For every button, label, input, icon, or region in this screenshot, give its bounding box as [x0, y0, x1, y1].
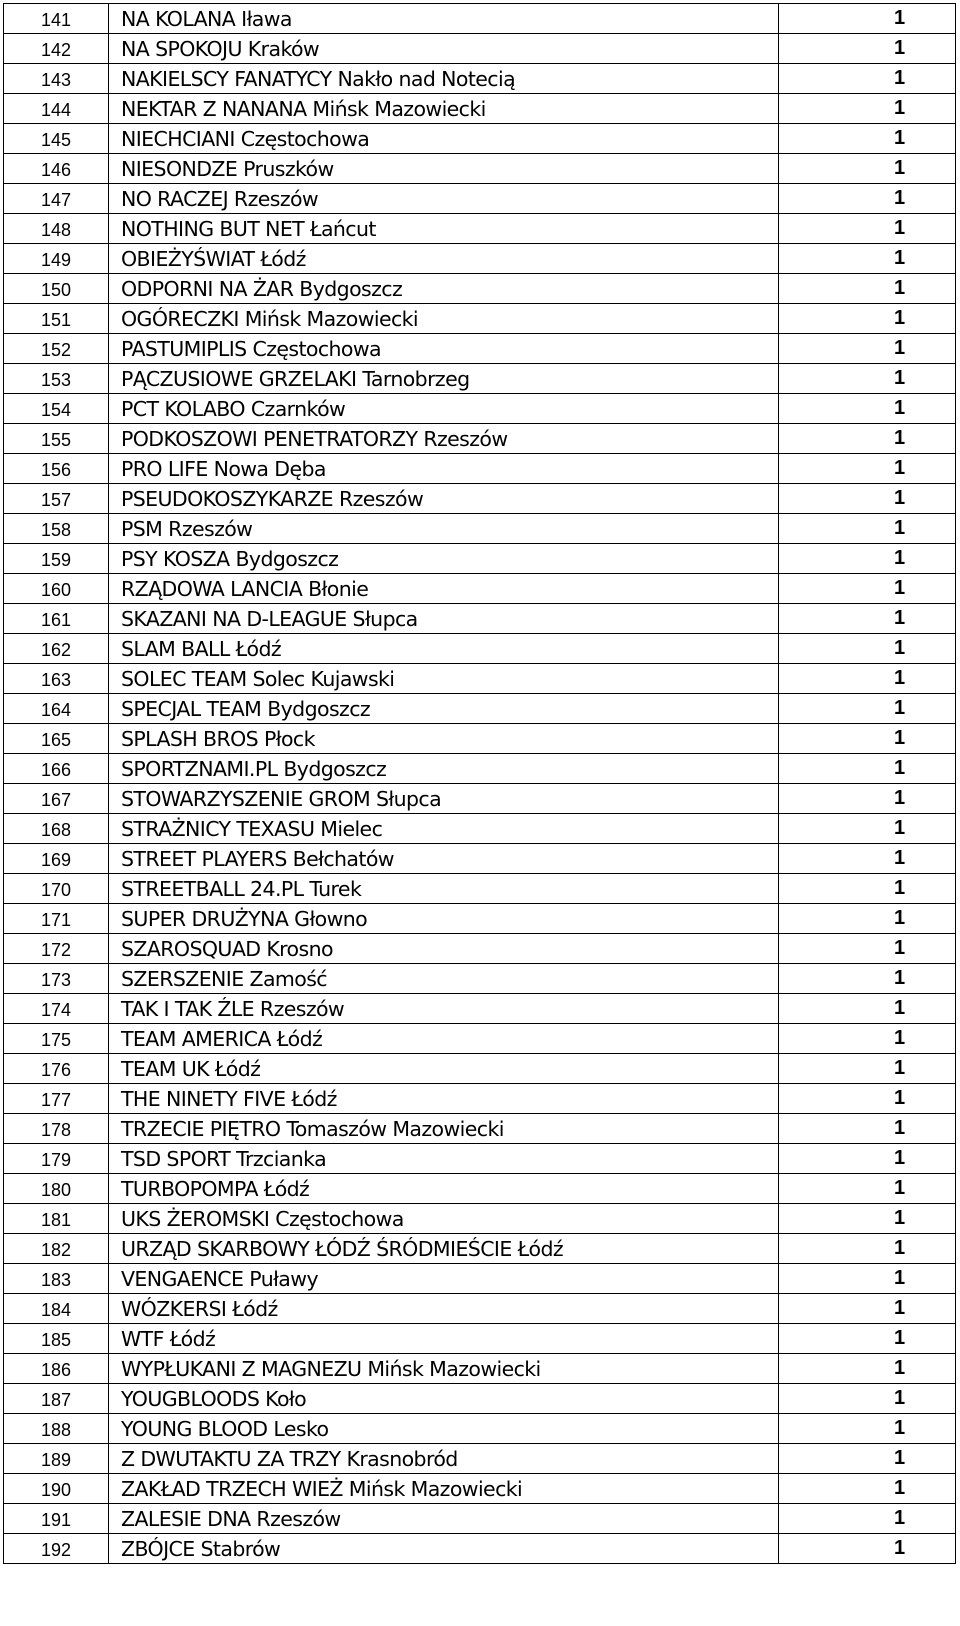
- team-name: NA KOLANA Iława: [109, 4, 779, 34]
- team-value: 1: [779, 1384, 956, 1414]
- row-number: 165: [4, 724, 109, 754]
- team-value: 1: [779, 184, 956, 214]
- team-name: UKS ŻEROMSKI Częstochowa: [109, 1204, 779, 1234]
- table-row: [4, 454, 956, 484]
- table-row: [4, 964, 956, 994]
- row-number: 175: [4, 1024, 109, 1054]
- row-number: 150: [4, 274, 109, 304]
- table-row: [4, 514, 956, 544]
- row-number: 174: [4, 994, 109, 1024]
- table-row: [4, 544, 956, 574]
- team-value: 1: [779, 154, 956, 184]
- team-value: 1: [779, 994, 956, 1024]
- row-number: 169: [4, 844, 109, 874]
- team-value: 1: [779, 334, 956, 364]
- team-name: VENGAENCE Puławy: [109, 1264, 779, 1294]
- table-row: [4, 334, 956, 364]
- row-number: 180: [4, 1174, 109, 1204]
- table-row: [4, 874, 956, 904]
- table-row: [4, 1084, 956, 1114]
- team-value: 1: [779, 934, 956, 964]
- team-value: 1: [779, 394, 956, 424]
- row-number: 167: [4, 784, 109, 814]
- row-number: 173: [4, 964, 109, 994]
- team-value: 1: [779, 1144, 956, 1174]
- team-value: 1: [779, 64, 956, 94]
- team-name: WÓZKERSI Łódź: [109, 1294, 779, 1324]
- team-value: 1: [779, 1294, 956, 1324]
- team-value: 1: [779, 1114, 956, 1144]
- team-value: 1: [779, 1474, 956, 1504]
- team-value: 1: [779, 694, 956, 724]
- table-row: [4, 904, 956, 934]
- team-name: TRZECIE PIĘTRO Tomaszów Mazowiecki: [109, 1114, 779, 1144]
- team-name: TEAM UK Łódź: [109, 1054, 779, 1084]
- team-name: STREETBALL 24.PL Turek: [109, 874, 779, 904]
- row-number: 157: [4, 484, 109, 514]
- row-number: 141: [4, 4, 109, 34]
- row-number: 164: [4, 694, 109, 724]
- team-value: 1: [779, 1534, 956, 1564]
- team-name: SPECJAL TEAM Bydgoszcz: [109, 694, 779, 724]
- team-name: NEKTAR Z NANANA Mińsk Mazowiecki: [109, 94, 779, 124]
- team-value: 1: [779, 1444, 956, 1474]
- team-value: 1: [779, 1234, 956, 1264]
- team-name: SZAROSQUAD Krosno: [109, 934, 779, 964]
- table-row: [4, 94, 956, 124]
- team-name: WYPŁUKANI Z MAGNEZU Mińsk Mazowiecki: [109, 1354, 779, 1384]
- row-number: 185: [4, 1324, 109, 1354]
- team-name: NAKIELSCY FANATYCY Nakło nad Notecią: [109, 64, 779, 94]
- team-value: 1: [779, 634, 956, 664]
- team-value: 1: [779, 1324, 956, 1354]
- row-number: 181: [4, 1204, 109, 1234]
- team-value: 1: [779, 1504, 956, 1534]
- team-value: 1: [779, 424, 956, 454]
- table-row: [4, 1474, 956, 1504]
- table-row: [4, 1174, 956, 1204]
- team-name: YOUNG BLOOD Lesko: [109, 1414, 779, 1444]
- team-name: NA SPOKOJU Kraków: [109, 34, 779, 64]
- team-name: STREET PLAYERS Bełchatów: [109, 844, 779, 874]
- row-number: 191: [4, 1504, 109, 1534]
- table-row: [4, 484, 956, 514]
- table-row: [4, 724, 956, 754]
- table-row: [4, 124, 956, 154]
- team-name: PSM Rzeszów: [109, 514, 779, 544]
- team-value: 1: [779, 244, 956, 274]
- table-row: [4, 214, 956, 244]
- row-number: 156: [4, 454, 109, 484]
- table-row: [4, 244, 956, 274]
- table-row: [4, 994, 956, 1024]
- table-row: [4, 1354, 956, 1384]
- row-number: 151: [4, 304, 109, 334]
- team-name: NIESONDZE Pruszków: [109, 154, 779, 184]
- table-row: [4, 154, 956, 184]
- team-name: SOLEC TEAM Solec Kujawski: [109, 664, 779, 694]
- row-number: 143: [4, 64, 109, 94]
- team-value: 1: [779, 274, 956, 304]
- team-value: 1: [779, 4, 956, 34]
- row-number: 149: [4, 244, 109, 274]
- team-name: TEAM AMERICA Łódź: [109, 1024, 779, 1054]
- team-name: TSD SPORT Trzcianka: [109, 1144, 779, 1174]
- table-row: [4, 1444, 956, 1474]
- team-value: 1: [779, 514, 956, 544]
- team-name: RZĄDOWA LANCIA Błonie: [109, 574, 779, 604]
- team-name: NO RACZEJ Rzeszów: [109, 184, 779, 214]
- table-row: [4, 1324, 956, 1354]
- team-name: THE NINETY FIVE Łódź: [109, 1084, 779, 1114]
- team-name: TURBOPOMPA Łódź: [109, 1174, 779, 1204]
- team-value: 1: [779, 124, 956, 154]
- table-row: [4, 1384, 956, 1414]
- row-number: 178: [4, 1114, 109, 1144]
- table-row: [4, 694, 956, 724]
- row-number: 145: [4, 124, 109, 154]
- table-row: [4, 64, 956, 94]
- table-row: [4, 1534, 956, 1564]
- team-name: WTF Łódź: [109, 1324, 779, 1354]
- table-row: [4, 394, 956, 424]
- team-name: ZAKŁAD TRZECH WIEŻ Mińsk Mazowiecki: [109, 1474, 779, 1504]
- row-number: 188: [4, 1414, 109, 1444]
- table-row: [4, 574, 956, 604]
- team-name: SKAZANI NA D-LEAGUE Słupca: [109, 604, 779, 634]
- team-name: PĄCZUSIOWE GRZELAKI Tarnobrzeg: [109, 364, 779, 394]
- team-value: 1: [779, 94, 956, 124]
- team-name: ZBÓJCE Stabrów: [109, 1534, 779, 1564]
- team-value: 1: [779, 304, 956, 334]
- team-value: 1: [779, 1084, 956, 1114]
- team-value: 1: [779, 364, 956, 394]
- row-number: 168: [4, 814, 109, 844]
- team-value: 1: [779, 664, 956, 694]
- row-number: 189: [4, 1444, 109, 1474]
- row-number: 152: [4, 334, 109, 364]
- table-row: [4, 664, 956, 694]
- table-row: [4, 4, 956, 34]
- team-value: 1: [779, 724, 956, 754]
- team-value: 1: [779, 1264, 956, 1294]
- table-row: [4, 184, 956, 214]
- team-value: 1: [779, 604, 956, 634]
- table-row: [4, 934, 956, 964]
- row-number: 176: [4, 1054, 109, 1084]
- row-number: 170: [4, 874, 109, 904]
- team-value: 1: [779, 1204, 956, 1234]
- row-number: 186: [4, 1354, 109, 1384]
- team-value: 1: [779, 574, 956, 604]
- table-row: [4, 274, 956, 304]
- table-row: [4, 424, 956, 454]
- row-number: 177: [4, 1084, 109, 1114]
- row-number: 163: [4, 664, 109, 694]
- team-name: SPORTZNAMI.PL Bydgoszcz: [109, 754, 779, 784]
- team-name: YOUGBLOODS Koło: [109, 1384, 779, 1414]
- team-name: URZĄD SKARBOWY ŁÓDŹ ŚRÓDMIEŚCIE Łódź: [109, 1234, 779, 1264]
- row-number: 160: [4, 574, 109, 604]
- row-number: 159: [4, 544, 109, 574]
- row-number: 158: [4, 514, 109, 544]
- table-row: [4, 1144, 956, 1174]
- team-table: [3, 3, 956, 1564]
- team-value: 1: [779, 814, 956, 844]
- table-row: [4, 634, 956, 664]
- team-name: SLAM BALL Łódź: [109, 634, 779, 664]
- table-row: [4, 1414, 956, 1444]
- table-row: [4, 1024, 956, 1054]
- team-value: 1: [779, 784, 956, 814]
- team-name: PSEUDOKOSZYKARZE Rzeszów: [109, 484, 779, 514]
- team-value: 1: [779, 544, 956, 574]
- team-name: PCT KOLABO Czarnków: [109, 394, 779, 424]
- row-number: 171: [4, 904, 109, 934]
- team-value: 1: [779, 844, 956, 874]
- team-value: 1: [779, 904, 956, 934]
- team-name: NIECHCIANI Częstochowa: [109, 124, 779, 154]
- team-table-body: [4, 4, 956, 1564]
- table-row: [4, 844, 956, 874]
- team-value: 1: [779, 484, 956, 514]
- table-row: [4, 754, 956, 784]
- team-name: PODKOSZOWI PENETRATORZY Rzeszów: [109, 424, 779, 454]
- row-number: 153: [4, 364, 109, 394]
- row-number: 172: [4, 934, 109, 964]
- team-value: 1: [779, 1024, 956, 1054]
- team-value: 1: [779, 214, 956, 244]
- row-number: 161: [4, 604, 109, 634]
- table-row: [4, 784, 956, 814]
- team-name: PRO LIFE Nowa Dęba: [109, 454, 779, 484]
- team-name: SZERSZENIE Zamość: [109, 964, 779, 994]
- table-row: [4, 1504, 956, 1534]
- row-number: 184: [4, 1294, 109, 1324]
- team-name: PASTUMIPLIS Częstochowa: [109, 334, 779, 364]
- row-number: 190: [4, 1474, 109, 1504]
- team-value: 1: [779, 754, 956, 784]
- team-name: TAK I TAK ŹLE Rzeszów: [109, 994, 779, 1024]
- row-number: 162: [4, 634, 109, 664]
- team-name: PSY KOSZA Bydgoszcz: [109, 544, 779, 574]
- team-value: 1: [779, 1054, 956, 1084]
- row-number: 155: [4, 424, 109, 454]
- table-row: [4, 304, 956, 334]
- row-number: 146: [4, 154, 109, 184]
- team-value: 1: [779, 34, 956, 64]
- row-number: 148: [4, 214, 109, 244]
- row-number: 183: [4, 1264, 109, 1294]
- row-number: 192: [4, 1534, 109, 1564]
- table-row: [4, 604, 956, 634]
- team-value: 1: [779, 454, 956, 484]
- team-value: 1: [779, 964, 956, 994]
- table-row: [4, 364, 956, 394]
- row-number: 187: [4, 1384, 109, 1414]
- table-row: [4, 1204, 956, 1234]
- team-value: 1: [779, 1414, 956, 1444]
- team-name: STRAŻNICY TEXASU Mielec: [109, 814, 779, 844]
- row-number: 179: [4, 1144, 109, 1174]
- table-row: [4, 1114, 956, 1144]
- team-value: 1: [779, 874, 956, 904]
- team-name: NOTHING BUT NET Łańcut: [109, 214, 779, 244]
- table-row: [4, 1294, 956, 1324]
- row-number: 154: [4, 394, 109, 424]
- table-row: [4, 814, 956, 844]
- team-name: STOWARZYSZENIE GROM Słupca: [109, 784, 779, 814]
- team-name: SUPER DRUŻYNA Głowno: [109, 904, 779, 934]
- row-number: 144: [4, 94, 109, 124]
- table-row: [4, 1264, 956, 1294]
- row-number: 182: [4, 1234, 109, 1264]
- team-name: OGÓRECZKI Mińsk Mazowiecki: [109, 304, 779, 334]
- team-name: ODPORNI NA ŻAR Bydgoszcz: [109, 274, 779, 304]
- row-number: 142: [4, 34, 109, 64]
- team-name: Z DWUTAKTU ZA TRZY Krasnobród: [109, 1444, 779, 1474]
- team-name: SPLASH BROS Płock: [109, 724, 779, 754]
- team-name: ZALESIE DNA Rzeszów: [109, 1504, 779, 1534]
- team-value: 1: [779, 1354, 956, 1384]
- table-row: [4, 1054, 956, 1084]
- row-number: 166: [4, 754, 109, 784]
- team-name: OBIEŻYŚWIAT Łódź: [109, 244, 779, 274]
- row-number: 147: [4, 184, 109, 214]
- table-row: [4, 1234, 956, 1264]
- team-value: 1: [779, 1174, 956, 1204]
- table-row: [4, 34, 956, 64]
